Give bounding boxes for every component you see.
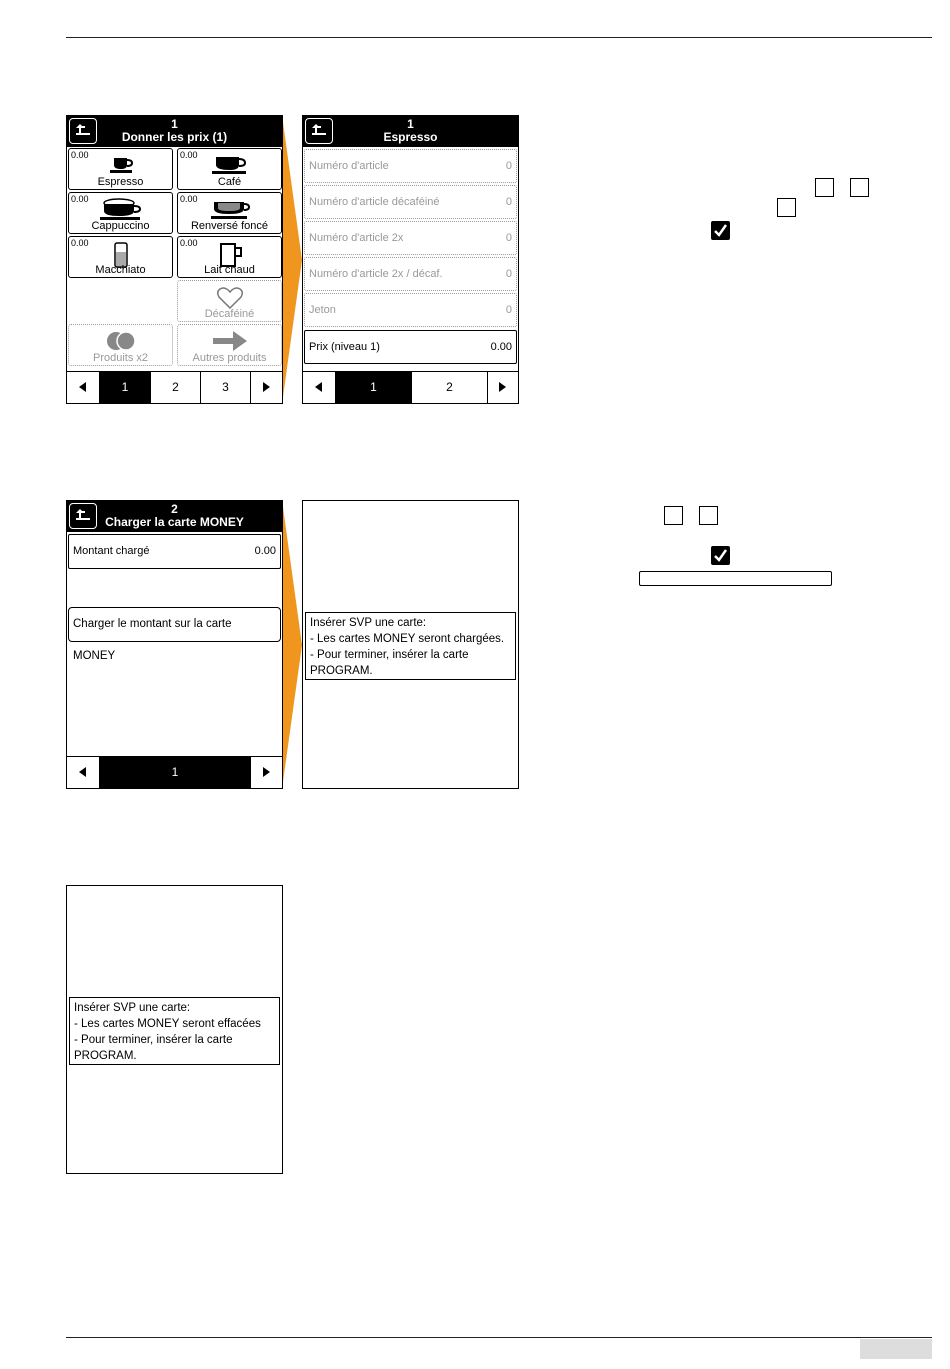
message-line: - Les cartes MONEY seront chargées. xyxy=(310,633,505,645)
glass-cup-icon xyxy=(208,198,252,222)
amount-loaded-row[interactable] xyxy=(68,534,281,569)
triangle-left-icon xyxy=(315,382,323,392)
blank-key-icon xyxy=(850,178,869,197)
product-price: 0.00 xyxy=(180,150,198,160)
product-name: Lait chaud xyxy=(204,264,255,276)
page-button-3[interactable]: 3 xyxy=(200,372,250,403)
setting-value: 0.00 xyxy=(490,341,512,353)
setting-row-article-number-2x[interactable] xyxy=(304,221,517,255)
screen-header xyxy=(303,116,518,147)
page-navigation xyxy=(67,371,282,403)
triangle-right-icon xyxy=(499,382,507,392)
product-name: Espresso xyxy=(97,176,144,188)
product-button-cafe[interactable] xyxy=(177,148,282,190)
product-name: Autres produits xyxy=(192,352,267,364)
screen-insert-card-erase xyxy=(66,885,283,1174)
header-number: 1 xyxy=(171,117,178,131)
product-button-espresso[interactable] xyxy=(68,148,173,190)
product-name: Produits x2 xyxy=(92,352,149,364)
page-navigation xyxy=(303,371,518,403)
prev-page-button[interactable] xyxy=(67,372,99,403)
setting-row-article-number-decaf[interactable] xyxy=(304,185,517,219)
blank-field-icon xyxy=(639,571,832,586)
setting-label: Jeton xyxy=(309,304,336,316)
load-money-card-button[interactable] xyxy=(68,607,281,662)
setting-label: Numéro d'article 2x xyxy=(309,232,404,244)
product-button-cappuccino[interactable] xyxy=(68,192,173,234)
product-name: Cappuccino xyxy=(91,220,150,232)
setting-row-jeton[interactable] xyxy=(304,293,517,327)
blank-key-icon xyxy=(699,506,718,525)
setting-row-price-level-1[interactable] xyxy=(304,330,517,364)
message-line: PROGRAM. xyxy=(310,665,373,677)
setting-label: Numéro d'article 2x / décaf. xyxy=(309,268,443,280)
amount-value: 0.00 xyxy=(254,545,276,557)
product-price: 0.00 xyxy=(180,194,198,204)
screen-header xyxy=(67,116,282,147)
cappuccino-cup-icon xyxy=(99,198,143,222)
page-button-1[interactable]: 1 xyxy=(99,372,150,403)
setting-label: Numéro d'article xyxy=(309,160,389,172)
next-page-button[interactable] xyxy=(250,757,282,788)
message-line: - Pour terminer, insérer la carte xyxy=(74,1034,233,1046)
connector-arrow-1 xyxy=(282,115,304,405)
product-button-produits-x2[interactable] xyxy=(68,324,173,366)
blank-key-icon xyxy=(815,178,834,197)
screen-insert-card-charge xyxy=(302,500,519,789)
product-price: 0.00 xyxy=(71,150,89,160)
message-line: PROGRAM. xyxy=(74,1050,137,1062)
prev-page-button[interactable] xyxy=(303,372,335,403)
next-page-button[interactable] xyxy=(487,372,518,403)
back-button[interactable] xyxy=(69,503,97,529)
setting-value: 0 xyxy=(505,196,512,208)
product-price: 0.00 xyxy=(71,238,89,248)
triangle-right-icon xyxy=(263,767,271,777)
insert-card-message xyxy=(69,997,280,1065)
product-name: Café xyxy=(217,176,242,188)
amount-label: Montant chargé xyxy=(73,545,150,557)
double-cup-icon xyxy=(104,330,138,352)
triangle-left-icon xyxy=(79,382,87,392)
setting-label: Prix (niveau 1) xyxy=(309,341,380,353)
product-name: Renversé foncé xyxy=(190,220,269,232)
header-number: 2 xyxy=(171,502,178,516)
setting-row-article-number-2x-decaf[interactable] xyxy=(304,257,517,291)
setting-value: 0 xyxy=(505,232,512,244)
header-title: Charger la carte MONEY xyxy=(105,515,244,529)
message-line: - Pour terminer, insérer la carte xyxy=(310,649,469,661)
setting-value: 0 xyxy=(505,304,512,316)
back-arrow-icon xyxy=(74,124,92,138)
arrow-right-icon xyxy=(211,330,249,352)
header-title: Donner les prix (1) xyxy=(121,130,228,144)
product-price: 0.00 xyxy=(180,238,198,248)
page-button-1[interactable]: 1 xyxy=(99,757,250,788)
header-title: Espresso xyxy=(383,130,438,144)
top-rule xyxy=(66,37,932,38)
screen-charge-money-card xyxy=(66,500,283,789)
setting-row-article-number[interactable] xyxy=(304,149,517,183)
product-button-macchiato[interactable] xyxy=(68,236,173,278)
setting-value: 0 xyxy=(505,160,512,172)
product-price: 0.00 xyxy=(71,194,89,204)
coffee-cup-icon xyxy=(210,154,250,176)
checkmark-icon xyxy=(711,546,730,565)
blank-key-icon xyxy=(777,198,796,217)
header-number: 1 xyxy=(407,117,414,131)
screen-prices-overview xyxy=(66,115,283,404)
prev-page-button[interactable] xyxy=(67,757,99,788)
back-arrow-icon xyxy=(74,509,92,523)
screen-espresso-settings xyxy=(302,115,519,404)
triangle-left-icon xyxy=(79,767,87,777)
setting-label: Numéro d'article décaféiné xyxy=(309,196,440,208)
next-page-button[interactable] xyxy=(250,372,282,403)
product-button-decafeine[interactable] xyxy=(177,280,282,322)
bottom-rule xyxy=(66,1337,932,1338)
page-number-box xyxy=(860,1339,932,1359)
back-arrow-icon xyxy=(310,124,328,138)
connector-arrow-2 xyxy=(282,500,304,790)
page-navigation xyxy=(67,756,282,788)
page-button-2[interactable]: 2 xyxy=(150,372,200,403)
product-name: Décaféiné xyxy=(204,308,255,320)
back-button[interactable] xyxy=(69,118,97,144)
screen-header xyxy=(67,501,282,532)
page-button-1[interactable]: 1 xyxy=(335,372,411,403)
insert-card-message xyxy=(305,612,516,680)
message-line: Insérer SVP une carte: xyxy=(74,1002,191,1014)
triangle-right-icon xyxy=(263,382,271,392)
back-button[interactable] xyxy=(305,118,333,144)
product-button-autres-produits[interactable] xyxy=(177,324,282,366)
blank-key-icon xyxy=(664,506,683,525)
load-button-label: Charger le montant sur la carte MONEY xyxy=(73,618,232,662)
message-line: Insérer SVP une carte: xyxy=(310,617,427,629)
product-name: Macchiato xyxy=(95,264,146,276)
product-button-lait-chaud[interactable] xyxy=(177,236,282,278)
setting-value: 0 xyxy=(505,268,512,280)
product-button-renverse-fonce[interactable] xyxy=(177,192,282,234)
espresso-cup-icon xyxy=(106,154,136,176)
heart-icon xyxy=(216,286,244,310)
page-button-2[interactable]: 2 xyxy=(411,372,487,403)
message-line: - Les cartes MONEY seront effacées xyxy=(74,1018,261,1030)
checkmark-icon xyxy=(711,221,730,240)
